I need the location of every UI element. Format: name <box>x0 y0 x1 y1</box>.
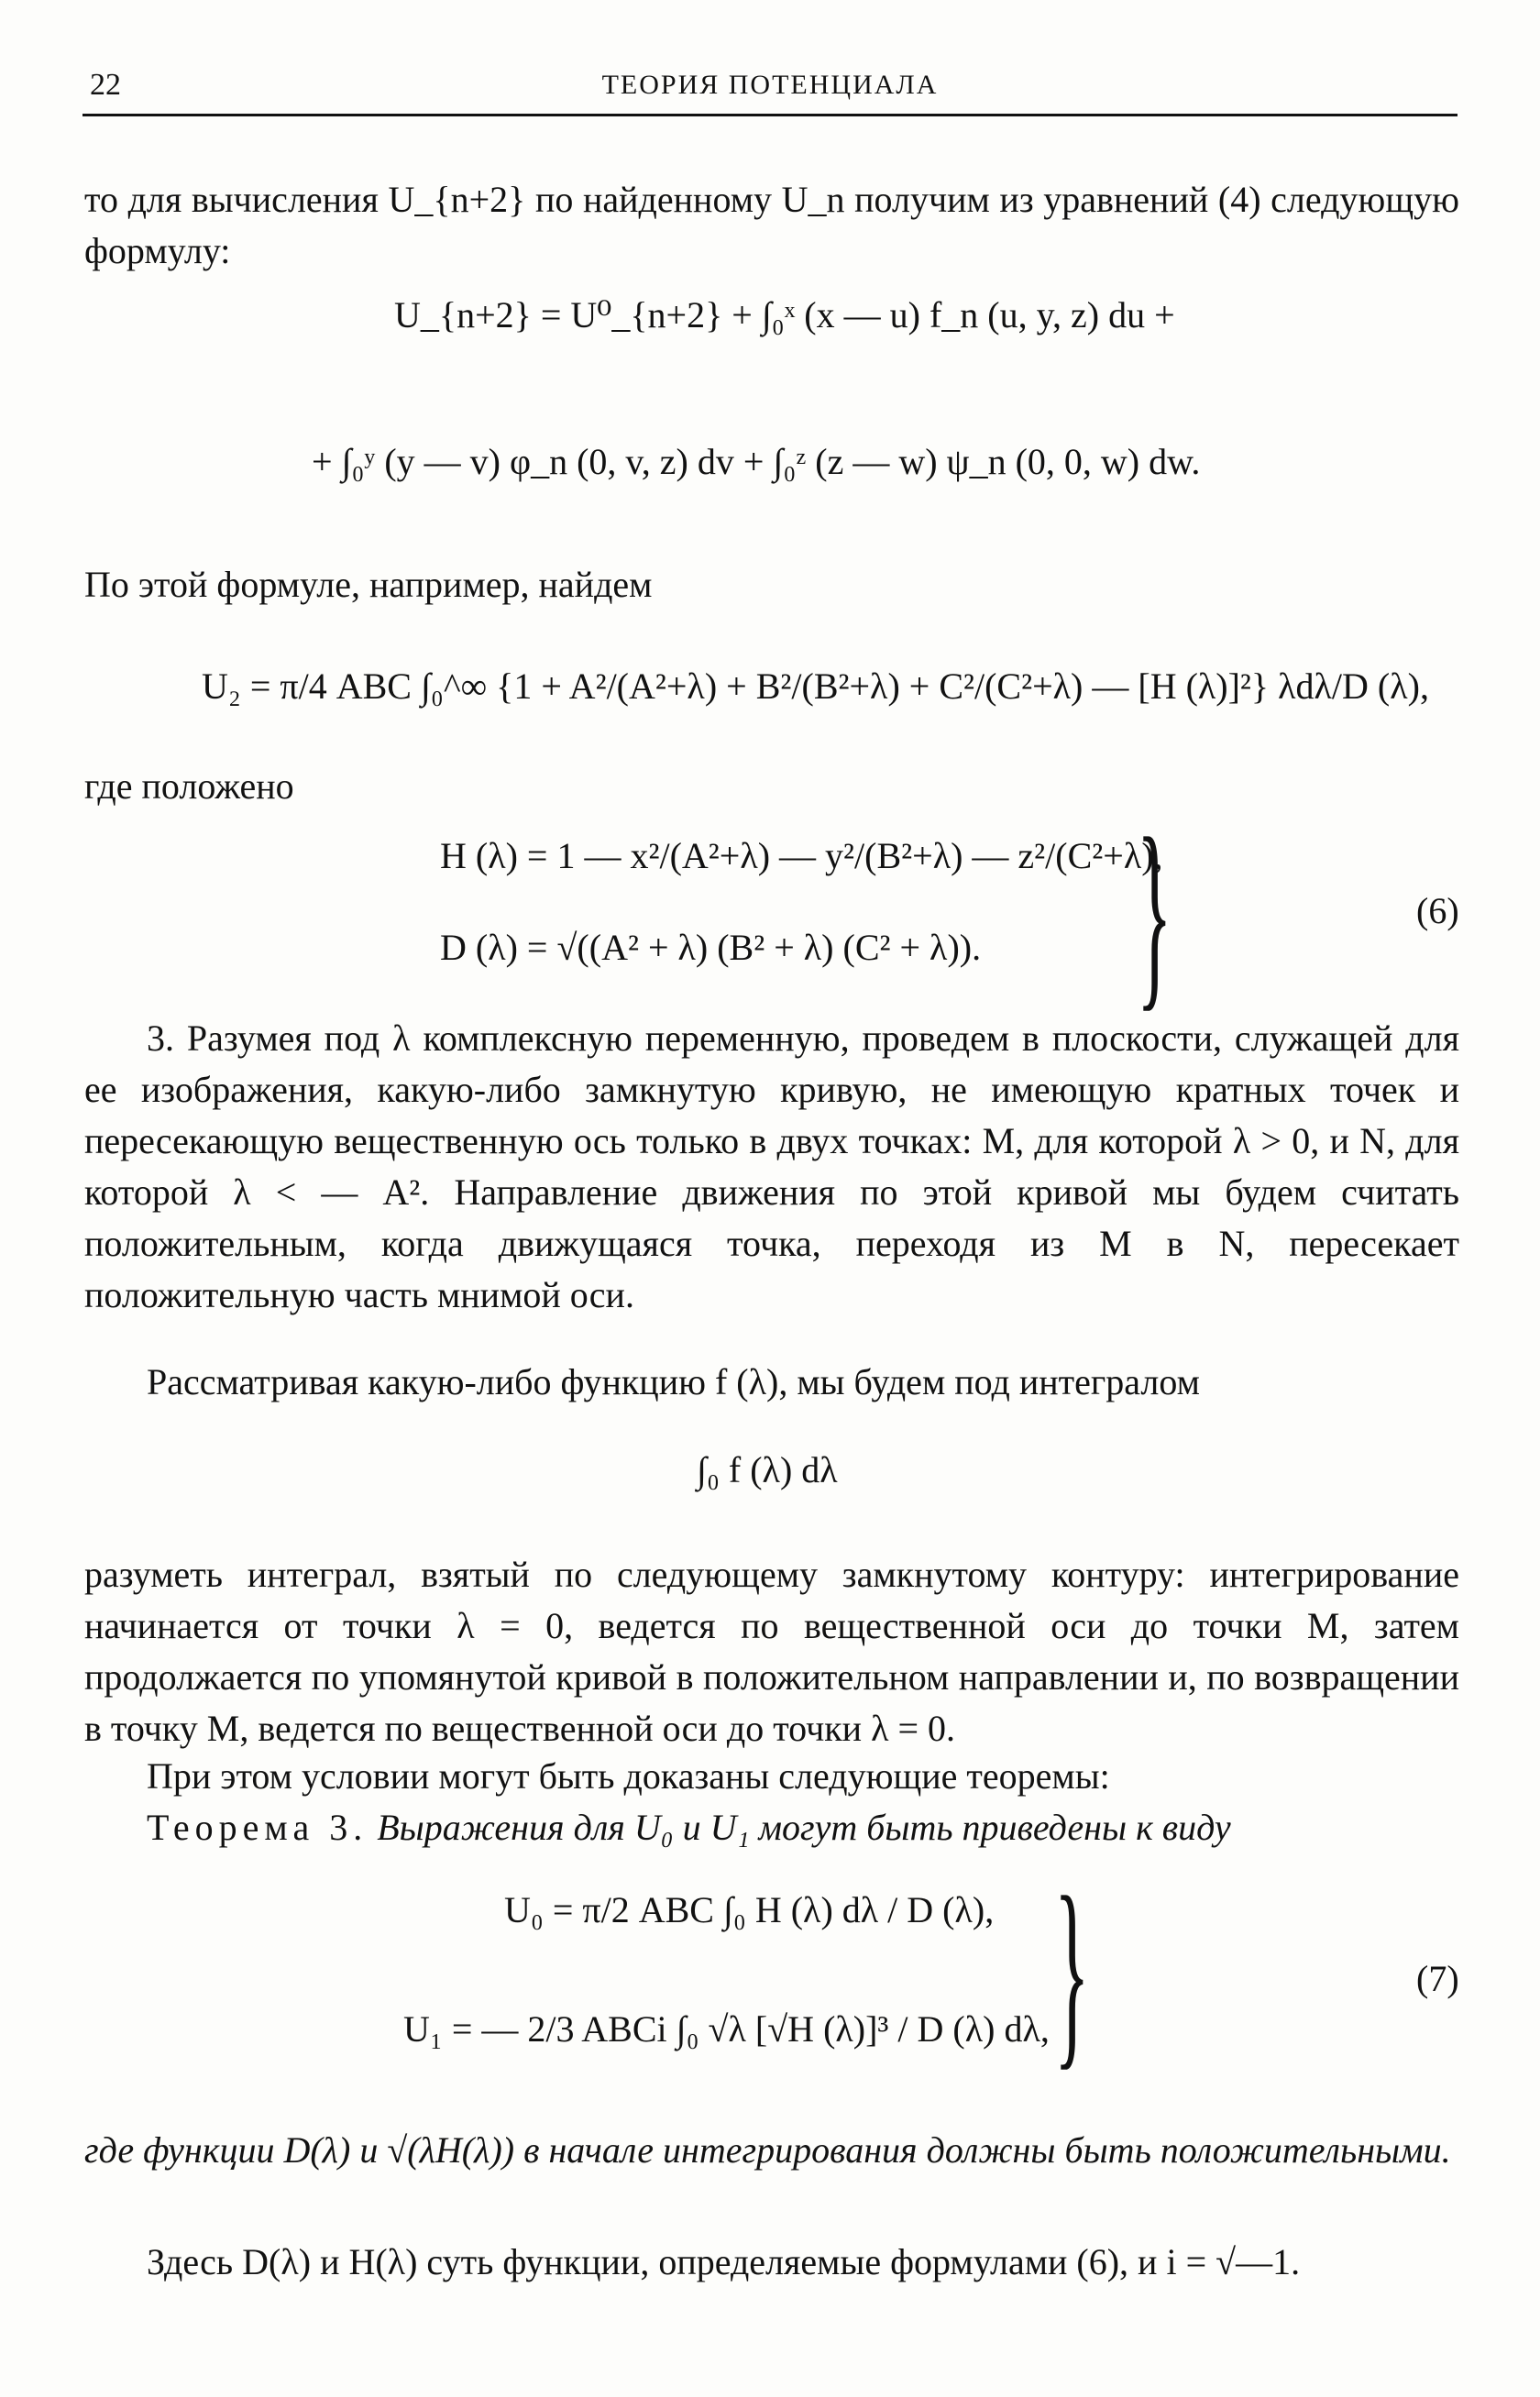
paragraph-4-text: 3. Разумея под λ комплексную переменную, проведем в плоскости, служащей для ее изображения, какую-либо замкнутую кривую, не имеющую кратных точек и пересекающую вещественную ось только в двух точках: M, для которой λ > 0, и N, для которой λ < — A². Направление движения по этой кривой мы будем считать положительным, когда движущаяся точка, переходя из M в N, пересекает положительную часть мнимой оси. <box>84 1017 1459 1315</box>
paragraph-3 <box>84 761 1459 812</box>
paragraph-2-text: По этой формуле, например, найдем <box>84 564 653 605</box>
equation-7-brace: } <box>1054 1853 1090 2087</box>
equation-un2-line2: + ∫₀ʸ (y — v) φ_n (0, v, z) dv + ∫₀ᶻ (z — w) ψ_n (0, 0, w) dw. <box>312 441 1201 482</box>
paragraph-9-text: Здесь D(λ) и H(λ) суть функции, определяемые формулами (6), и i = √—1. <box>147 2241 1301 2282</box>
paragraph-1 <box>84 174 1459 277</box>
equation-6-D: D (λ) = √((A² + λ) (B² + λ) (C² + λ)). <box>440 927 982 968</box>
equation-contour-integral: ∫₀ f (λ) dλ <box>697 1449 838 1490</box>
paragraph-4 <box>84 1013 1459 1321</box>
equation-7-U1: U₁ = — 2/3 ABCi ∫₀ √λ [√H (λ)]³ / D (λ) dλ, <box>403 2008 1050 2050</box>
paragraph-3-text: где положено <box>84 765 294 807</box>
page-header <box>82 62 1458 116</box>
paragraph-7 <box>84 1751 1459 1802</box>
paragraph-1-text: то для вычисления U_{n+2} по найденному U_n получим из уравнений (4) следующую формулу: <box>84 179 1459 271</box>
page-number: 22 <box>90 68 121 102</box>
paragraph-8 <box>84 2125 1459 2176</box>
paragraph-7-text: При этом условии могут быть доказаны следующие теоремы: <box>147 1755 1110 1797</box>
running-title: ТЕОРИЯ ПОТЕНЦИАЛА <box>601 70 939 100</box>
equation-6-brace: } <box>1137 795 1172 1028</box>
paragraph-5 <box>84 1357 1459 1408</box>
theorem-3 <box>84 1802 1459 1853</box>
equation-6-number: (6) <box>1416 890 1459 931</box>
paragraph-2 <box>84 559 1459 610</box>
equation-6-H: H (λ) = 1 — x²/(A²+λ) — y²/(B²+λ) — z²/(C²+λ), <box>440 835 1163 876</box>
paragraph-8-text: где функции D(λ) и √(λH(λ)) в начале интегрирования должны быть положительными. <box>84 2129 1451 2171</box>
paragraph-9 <box>84 2237 1459 2288</box>
theorem-label: Теорема 3. <box>147 1807 368 1848</box>
paragraph-5-text: Рассматривая какую-либо функцию f (λ), мы будем под интегралом <box>147 1361 1200 1402</box>
paragraph-6-text: разуметь интеграл, взятый по следующему замкнутому контуру: интегрирование начинается от точки λ = 0, ведется по вещественной оси до точки M, затем продолжается по упомянутой кривой в положительном направлении и, по возвращении в точку M, ведется по вещественной оси до точки λ = 0. <box>84 1554 1459 1749</box>
theorem-statement: Выражения для U₀ и U₁ могут быть приведены к виду <box>377 1807 1231 1848</box>
equation-7-U0: U₀ = π/2 ABC ∫₀ H (λ) dλ / D (λ), <box>504 1889 995 1930</box>
paragraph-6 <box>84 1549 1459 1754</box>
equation-un2-line1: U_{n+2} = U⁰_{n+2} + ∫₀ˣ (x — u) f_n (u, y, z) du + <box>394 294 1175 335</box>
equation-u2: U₂ = π/4 ABC ∫₀^∞ {1 + A²/(A²+λ) + B²/(B²+λ) + C²/(C²+λ) — [H (λ)]²} λdλ/D (λ), <box>202 665 1429 707</box>
equation-7-number: (7) <box>1416 1958 1459 1999</box>
